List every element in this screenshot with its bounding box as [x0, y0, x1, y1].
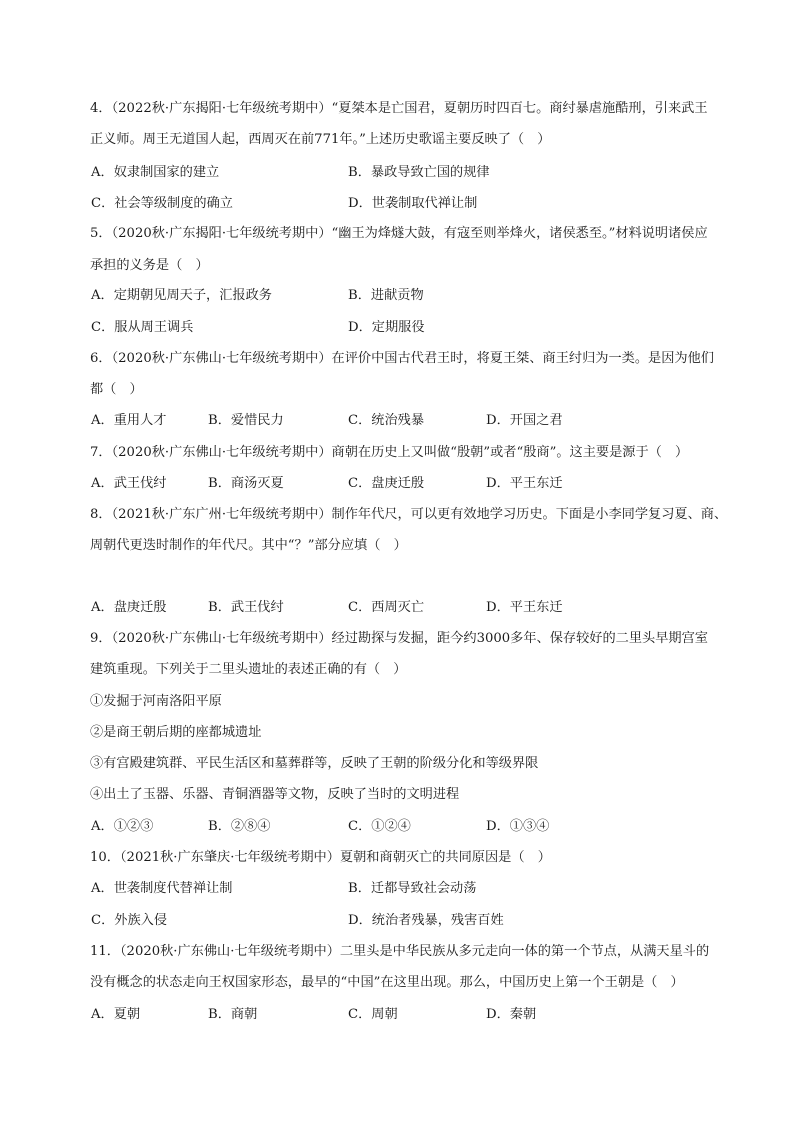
option-a[interactable]: A．重用人才 — [91, 413, 167, 428]
option-d[interactable]: D．统治者残暴，残害百姓 — [348, 913, 504, 928]
option-d[interactable]: D．秦朝 — [486, 1007, 537, 1022]
question-text-line: 5．（2020秋·广东揭阳·七年级统考期中）“幽王为烽燧大鼓，有寇至则举烽火，诸侯悉至。”材料说明诸侯应 — [90, 226, 708, 241]
option-c[interactable]: C．①②④ — [348, 819, 411, 834]
option-b[interactable]: B．②⑧④ — [208, 819, 271, 834]
question-text-line: 4．（2022秋·广东揭阳·七年级统考期中）“夏桀本是亡国君，夏朝历时四百七。商纣暴虐施酷刑，引来武王 — [90, 101, 708, 116]
option-a[interactable]: A．世袭制度代替禅让制 — [91, 881, 233, 896]
option-b[interactable]: B．暴政导致亡国的规律 — [348, 165, 490, 180]
option-c[interactable]: C．服从周王调兵 — [91, 320, 194, 335]
option-d[interactable]: D．①③④ — [486, 819, 550, 834]
option-b[interactable]: B．商汤灭夏 — [208, 476, 284, 491]
option-b[interactable]: B．爱惜民力 — [208, 413, 284, 428]
question-text-line: 8．（2021秋·广东广州·七年级统考期中）制作年代尺，可以更有效地学习历史。下面是小李同学复习夏、商、 — [90, 507, 728, 522]
option-b[interactable]: B．迁都导致社会动荡 — [348, 881, 477, 896]
option-b[interactable]: B．武王伐纣 — [208, 600, 284, 615]
option-a[interactable]: A．武王伐纣 — [91, 476, 167, 491]
option-b[interactable]: B．进献贡物 — [348, 288, 424, 303]
question-text-line: 6．（2020秋·广东佛山·七年级统考期中）在评价中国古代君王时，将夏王桀、商王纣归为一类。是因为他们 — [90, 351, 714, 366]
option-c[interactable]: C．外族入侵 — [91, 913, 168, 928]
option-d[interactable]: D．平王东迁 — [486, 476, 563, 491]
question-text-line: 正义师。周王无道国人起，西周灭在前771年。”上述历史歌谣主要反映了（ ） — [90, 132, 551, 147]
option-b[interactable]: B．商朝 — [208, 1007, 258, 1022]
question-text-line: 没有概念的状态走向王权国家形态，最早的“中国”在这里出现。那么，中国历史上第一个王朝是（ ） — [90, 975, 684, 990]
option-c[interactable]: C．周朝 — [348, 1007, 398, 1022]
question-text-line: 10．（2021秋·广东肇庆·七年级统考期中）夏朝和商朝灭亡的共同原因是（ ） — [90, 850, 551, 865]
option-d[interactable]: D．开国之君 — [486, 413, 563, 428]
option-c[interactable]: C．盘庚迁殷 — [348, 476, 425, 491]
statement-3: ③有宫殿建筑群、平民生活区和墓葬群等，反映了王朝的阶级分化和等级界限 — [90, 756, 539, 771]
statement-4: ④出土了玉器、乐器、青铜酒器等文物，反映了当时的文明进程 — [90, 787, 460, 802]
option-c[interactable]: C．统治残暴 — [348, 413, 425, 428]
question-text-line: 7．（2020秋·广东佛山·七年级统考期中）商朝在历史上又叫做“殷朝”或者“殷商”。这主要是源于（ ） — [90, 445, 689, 460]
option-a[interactable]: A．夏朝 — [91, 1007, 141, 1022]
question-text-line: 建筑重现。下列关于二里头遗址的表述正确的有（ ） — [90, 662, 407, 677]
option-c[interactable]: C．社会等级制度的确立 — [91, 196, 233, 211]
question-text-line: 承担的义务是（ ） — [90, 258, 209, 273]
option-d[interactable]: D．定期服役 — [348, 320, 425, 335]
statement-2: ②是商王朝后期的座都城遗址 — [90, 725, 262, 740]
question-text-line: 11．（2020秋·广东佛山·七年级统考期中）二里头是中华民族从多元走向一体的第一个节点，从满天星斗的 — [90, 944, 710, 959]
statement-1: ①发掘于河南洛阳平原 — [90, 694, 222, 709]
option-c[interactable]: C．西周灭亡 — [348, 600, 425, 615]
option-a[interactable]: A．定期朝见周天子，汇报政务 — [91, 288, 272, 303]
option-a[interactable]: A．盘庚迁殷 — [91, 600, 167, 615]
question-text-line: 都（ ） — [90, 382, 143, 397]
option-d[interactable]: D．平王东迁 — [486, 600, 563, 615]
question-text-line: 周朝代更迭时制作的年代尺。其中“？”部分应填（ ） — [90, 538, 407, 553]
option-a[interactable]: A．①②③ — [91, 819, 154, 834]
option-a[interactable]: A．奴隶制国家的建立 — [91, 165, 220, 180]
question-text-line: 9．（2020秋·广东佛山·七年级统考期中）经过勘探与发掘，距今约3000多年、保存较好的二里头早期宫室 — [90, 631, 708, 646]
option-d[interactable]: D．世袭制取代禅让制 — [348, 196, 478, 211]
